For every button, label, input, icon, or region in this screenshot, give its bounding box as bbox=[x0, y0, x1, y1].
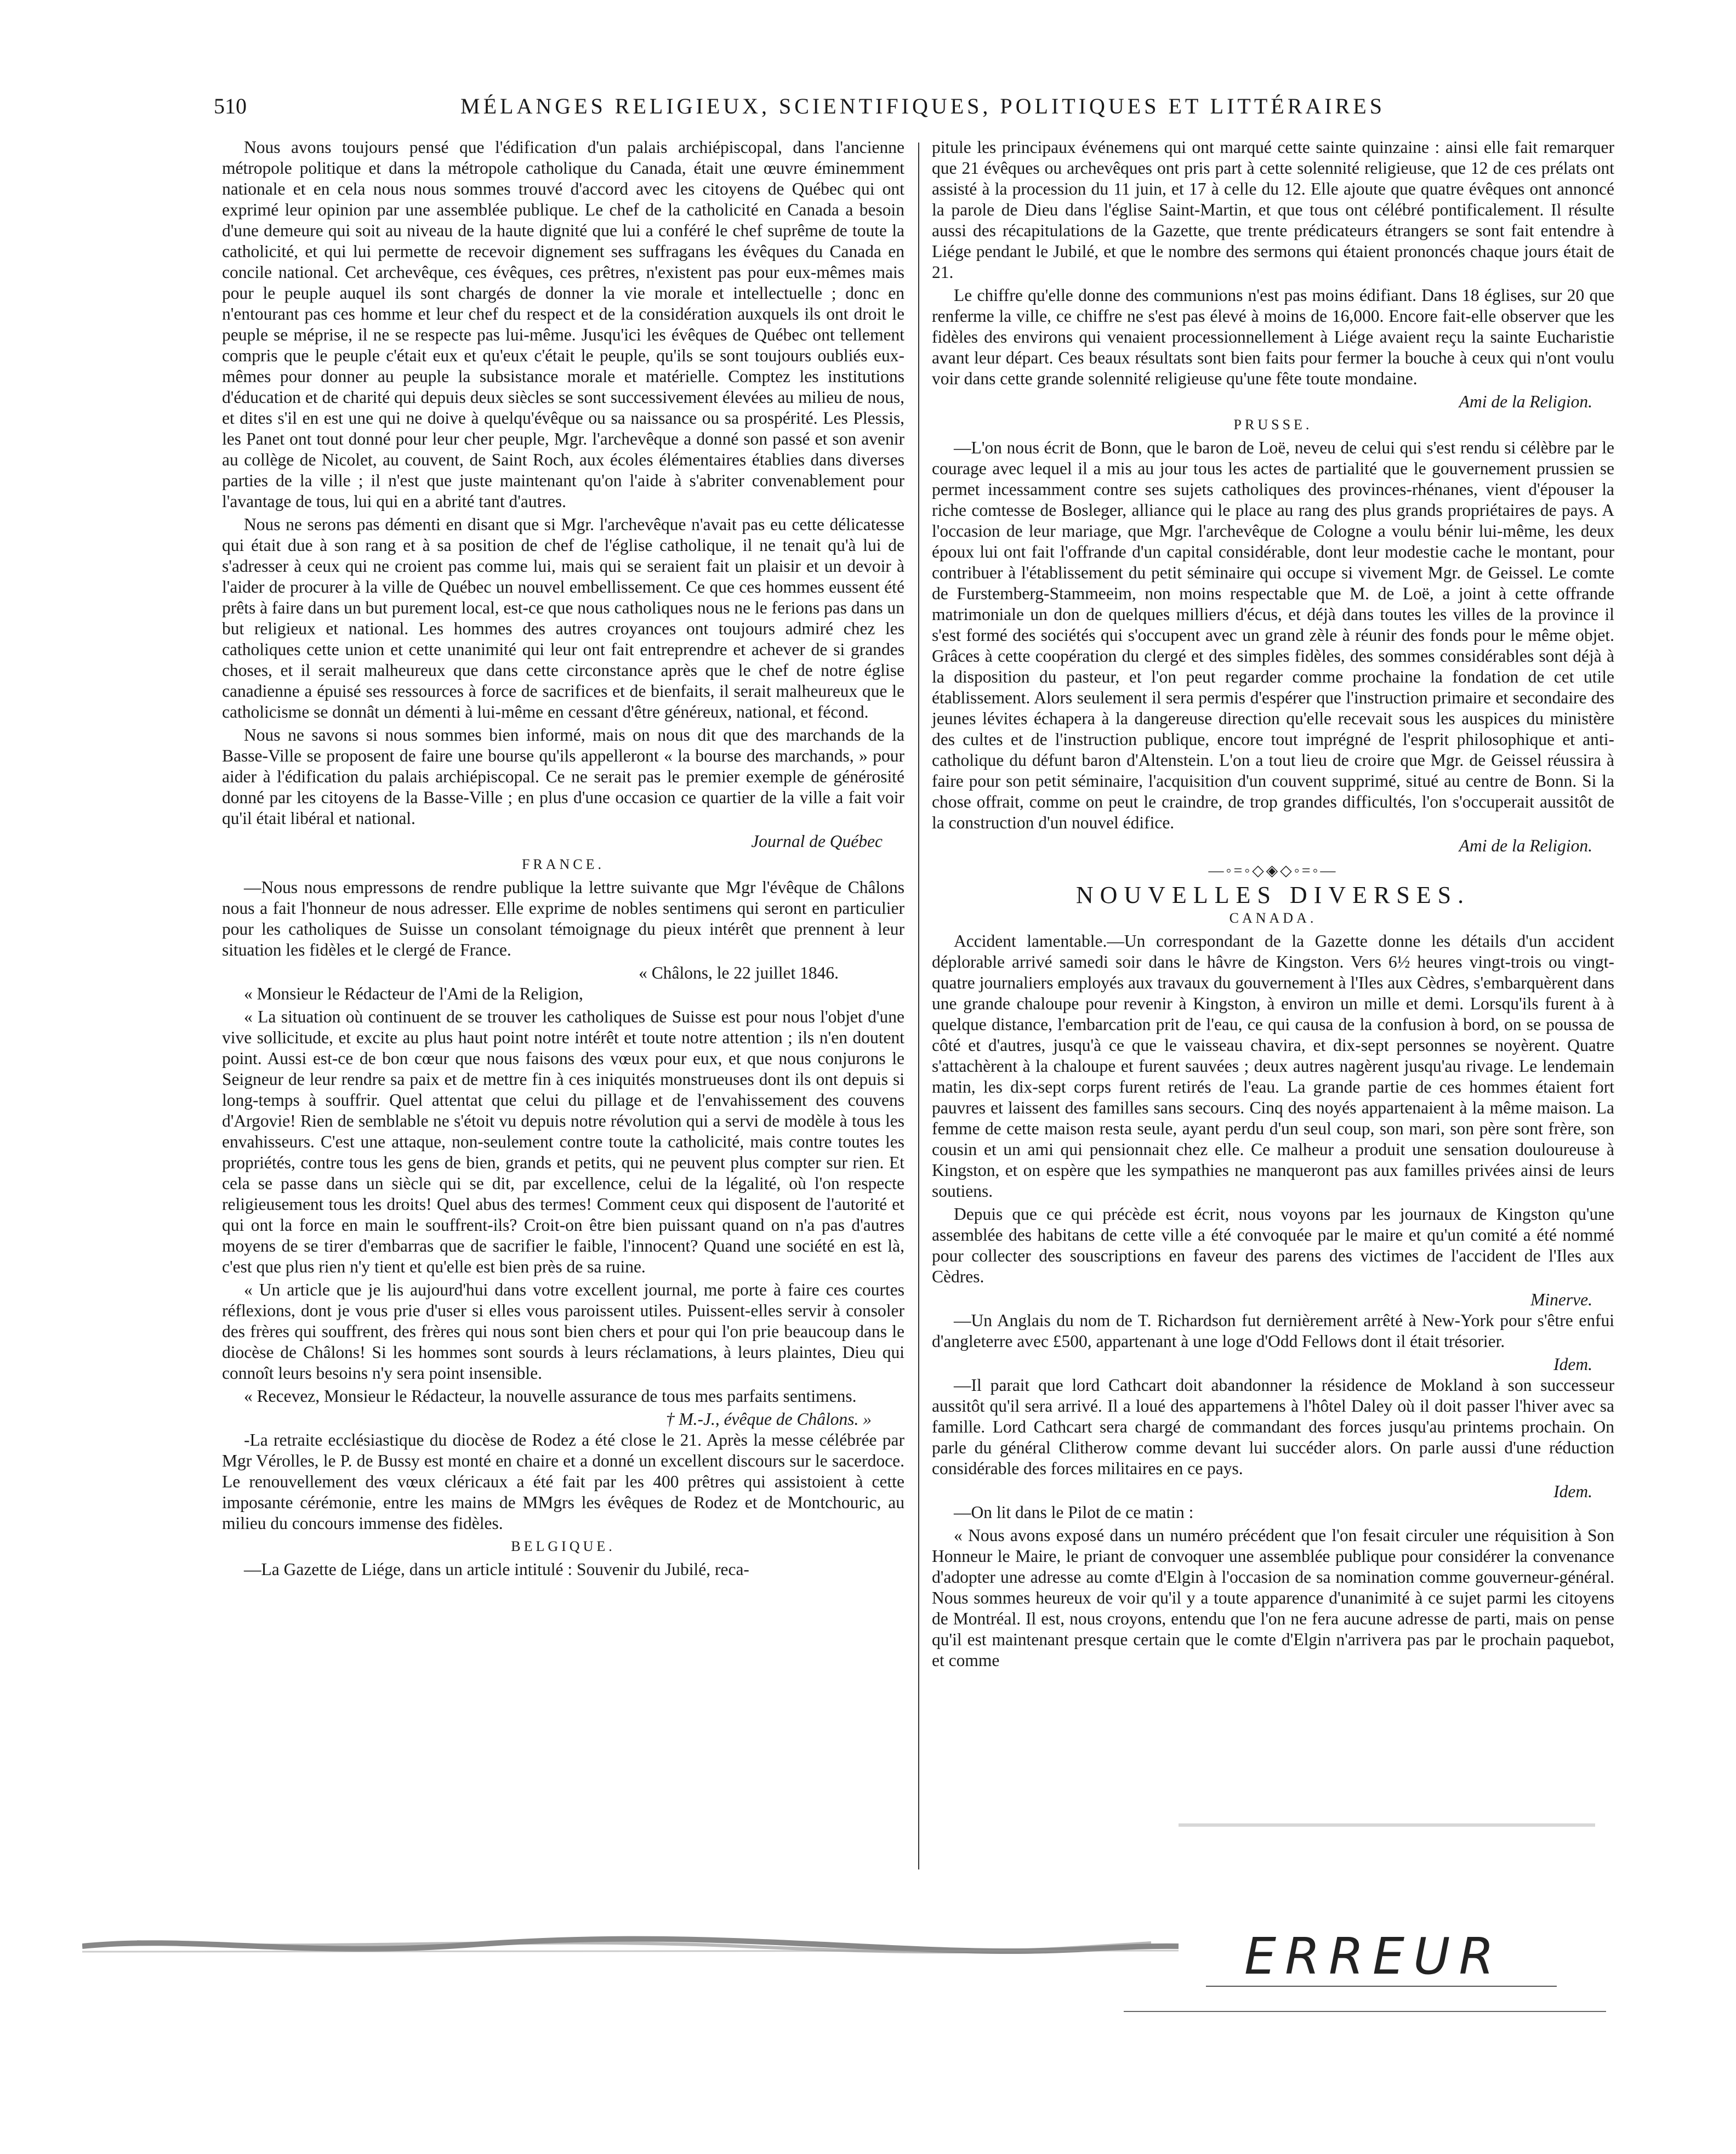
paragraph: « Recevez, Monsieur le Rédacteur, la nouvelle assurance de tous mes parfaits sentimens. bbox=[244, 1386, 857, 1406]
paragraph: « Nous avons exposé dans un numéro précédent que l'on fesait circuler une réquisition à Son Honneur le Maire, le priant de convoquer une assemblée publique pour considérer la convenance d'adopter une adresse au comte d'Elgin à l'occasion de sa nomination comme gouverneur-général. Nous sommes heureux de voir qu'il y a toute apparence d'unanimité à ce sujet parmi les citoyens de Montréal. Il est, nous croyons, entendu que l'on ne fera aucune adresse de parti, mais on pense qu'il est maintenant presque certain que le comte d'Elgin n'arrivera pas par le prochain paquebot, et comme bbox=[932, 1526, 1614, 1670]
page-number: 510 bbox=[214, 94, 247, 118]
paragraph: —On lit dans le Pilot de ce matin : bbox=[954, 1503, 1194, 1522]
paragraph: « La situation où continuent de se trouver les catholiques de Suisse est pour nous l'objet d'une vive sollicitude, et excite au plus haut point notre intérêt et toute notre attention ; ils n'en doutent point. Aussi est-ce de bon cœur que nous faisons des vœux pour eux, et que nous conjurons le Seigneur de leur rendre sa paix et de mettre fin à ces iniquités monstrueuses dont ils ont depuis si long-temps à souffrir. Quel attentat que celui du pillage et de l'envahissement des couvens d'Argovie! Rien de semblable ne s'étoit vu depuis notre révolution qui a servi de modèle à tous les envahisseurs. C'est une attaque, non-seulement contre toute la catholicité, mais contre toutes les propriétés, contre tous les gens de bien, grands et petits, qui ne peuvent plus compter sur rien. Et cela se passe dans un siècle qui se dit, par excellence, celui de la légalité, où l'on respecte religieusement tous les droits! Quel abus des termes! Comment ceux qui disposent de l'autorité et qui ont la force en main le souffrent-ils? Croit-on être bien puissant quand on n'a pas d'autres moyens de se tirer d'embarras que de sacrifier le faible, l'innocent? Quand une société en est là, c'est que plus rien n'y tient et qu'elle est bien près de sa ruine. bbox=[222, 1007, 904, 1276]
right-column bbox=[932, 137, 1614, 1673]
stamp-word: ERREUR bbox=[1244, 1927, 1503, 1986]
paragraph: « Un article que je lis aujourd'hui dans votre excellent journal, me porte à faire ces courtes réflexions, dont je vous prie d'user si elles vous paroissent utiles. Puissent-elles servir à consoler des frères qui souffrent, des frères qui nous sont bien chers et pour qui l'on prie beaucoup dans le diocèse de Châlons! Si les hommes sont sourds à leurs réclamations, à leurs plaintes, Dieu qui connoît leurs besoins n'y sera point insensible. bbox=[222, 1280, 904, 1383]
source-attribution: Journal de Québec bbox=[751, 832, 883, 851]
paragraph: —Nous nous empressons de rendre publique la lettre suivante que Mgr l'évêque de Châlons nous a fait l'honneur de nous adresser. Elle exprime de nobles sentimens qui seront en particulier pour les catholiques de Suisse un consolant témoignage du pieux intérêt que prennent à leur situation les fidèles et le clergé de France. bbox=[222, 878, 904, 959]
ornament-divider-icon: —◦=◦◇◈◇◦=◦— bbox=[1208, 862, 1338, 879]
paragraph: -La retraite ecclésiastique du diocèse de Rodez a été close le 21. Après la messe célébrée par Mgr Vérolles, le P. de Bussy est monté en chaire et a donné un excellent discours sur le sacerdoce. Le renouvellement des vœux cléricaux a été fait par les 400 prêtres qui assistoient à cette imposante cérémonie, entre les mains de MMgrs les évêques de Rodez et de Montchouric, au milieu du concours immense des fidèles. bbox=[222, 1430, 904, 1533]
paragraph: Nous ne serons pas démenti en disant que si Mgr. l'archevêque n'avait pas eu cette délicatesse qui était due à son rang et à sa position de chef de l'église catholique, il ne tenait qu'à lui de s'adresser à ceux qui ne croient pas comme lui, mais qui se seraient fait un plaisir et un devoir à l'aider de procurer à la ville de Québec un nouvel embellissement. Ce que ces hommes eussent été prêts à faire dans un but purement local, est-ce que nous catholiques nous ne le ferions pas dans un but religieux et national. Les hommes des autres croyances ont toujours admiré chez les catholiques cette union et cette unanimité qui leur ont fait entreprendre et achever de si grandes choses, et il serait malheureux que dans cette circonstance après que le chef de notre église canadienne a épuisé ses ressources à force de sacrifices et de bienfaits, il serait malheureux que le catholicisme se donnât un démenti à lui-même en cessant d'être généreux, national, et fécond. bbox=[222, 515, 904, 721]
source-attribution: Ami de la Religion. bbox=[1459, 836, 1592, 855]
source-attribution: Minerve. bbox=[1530, 1290, 1592, 1309]
column-divider bbox=[918, 143, 919, 1869]
stamp-underline bbox=[1206, 1986, 1557, 1987]
scan-smear-artifact bbox=[82, 1930, 1179, 1963]
scan-artifact-strip bbox=[1179, 1820, 1595, 1831]
letter-dateline: « Châlons, le 22 juillet 1846. bbox=[639, 963, 839, 982]
paragraph: Le chiffre qu'elle donne des communions n'est pas moins édifiant. Dans 18 églises, sur 20 que renferme la ville, ce chiffre ne s'est pas élevé à moins de 16,000. Encore fait-elle observer que les fidèles des environs qui venaient processionnellement à Liége avaient reçu la sainte Eucharistie avant leur départ. Ces beaux résultats sont bien faits pour fermer la bouche à ceux qui n'ont voulu voir dans cette grande solennité religieuse qu'une fête toute mondaine. bbox=[932, 286, 1614, 388]
paragraph: —La Gazette de Liége, dans un article intitulé : Souvenir du Jubilé, reca- bbox=[244, 1560, 749, 1579]
paragraph: Nous ne savons si nous sommes bien informé, mais on nous dit que des marchands de la Basse-Ville se proposent de faire une bourse qu'ils appelleront « la bourse des marchands, » pour aider à l'édification du palais archiépiscopal. Ce ne serait pas le premier exemple de générosité donné par les citoyens de la Basse-Ville ; en plus d'une occasion ce quartier de la ville a fait voir qu'il était libéral et national. bbox=[222, 725, 904, 828]
source-attribution: Idem. bbox=[1553, 1482, 1592, 1501]
section-title-belgique: BELGIQUE. bbox=[511, 1538, 616, 1554]
bottom-rule bbox=[1124, 2011, 1606, 2012]
section-title-canada: CANADA. bbox=[1229, 910, 1317, 926]
erreur-stamp bbox=[1206, 1919, 1557, 1996]
paragraph: pitule les principaux événemens qui ont marqué cette sainte quinzaine : ainsi elle fait remarquer que 21 évêques ou archevêques ont pris part à cette solennité religieuse, que 12 de ces prélats ont assisté à la procession du 11 juin, et 17 à celle du 12. Elle ajoute que quatre évêques ont annoncé la parole de Dieu dans l'église Saint-Martin, et que tous ont célébré pontificalement. Il résulte aussi des récapitulations de la Gazette, que trente prédicateurs étrangers se sont fait entendre à Liége pendant le Jubilé, et que le nombre des sermons qui étaient prononcés chaque jours était de 21. bbox=[932, 138, 1614, 282]
paragraph: —Un Anglais du nom de T. Richardson fut dernièrement arrêté à New-York pour s'être enfui d'angleterre avec £500, appartenant à une loge d'Odd Fellows dont il était trésorier. bbox=[932, 1311, 1614, 1351]
left-column bbox=[222, 137, 904, 1582]
paragraph: —Il parait que lord Cathcart doit abandonner la résidence de Mokland à son successeur aussitôt qu'il sera arrivé. Il a loué des appartemens à l'hôtel Daley où il doit passer l'hiver avec sa famille. Lord Cathcart sera chargé de commandant des forces jusqu'au printems prochain. On parle du général Clitherow comme devant lui succéder alors. On parle aussi d'une réduction considérable des forces militaires en ce pays. bbox=[932, 1376, 1614, 1478]
source-attribution: Ami de la Religion. bbox=[1459, 392, 1592, 411]
article-palais-archiepiscopal: Nous avons toujours pensé que l'édification d'un palais archiépiscopal, dans l'ancienne métropole politique et dans la métropole catholique du Canada, était une œuvre éminemment nationale et en cela nous nous sommes trouvé d'accord avec les citoyens de Québec qui ont exprimé leur opinion par une assemblée publique. Le chef de la catholicité en Canada a besoin d'une demeure qui soit au niveau de la haute dignité que lui a conféré le chef suprême de toute la catholicité, et qui lui permette de recevoir dignement ses suffragans les évêques du Canada en concile national. Cet archevêque, ces évêques, ces prêtres, n'existent pas pour eux-mêmes mais pour le peuple auquel ils sont chargés de donner la vie morale et intellectuelle ; donc en n'entourant pas ces homme et leur chef du respect et de la considération auxquels ils ont droit le peuple se méprise, il ne se respecte pas lui-même. Jusqu'ici les évêques de Québec ont tellement compris que le peuple c'était eux et qu'eux c'était le peuple, qu'ils se sont toujours oubliés eux-mêmes pour donner au peuple la subsistance morale et matérielle. Comptez les institutions d'éducation et de charité qui depuis deux siècles se sont successivement élevées au milieu de nous, et dites s'il en est une qui ne doive à quelqu'évêque ou sa naissance ou sa prospérité. Les Plessis, les Panet ont tout donné pour leur cher peuple, Mgr. l'archevêque a donné son passé et son avenir au collège de Nicolet, au couvent, de Saint Roch, aux écoles élémentaires établies dans diverses parties de la ville ; il n'est que juste maintenant qu'on l'aide à s'abriter convenablement pour l'avantage de tous, lui qui en a abrité tant d'autres. bbox=[222, 138, 904, 511]
paragraph: Depuis que ce qui précède est écrit, nous voyons par les journaux de Kingston qu'une assemblée des habitans de cette ville a été convoquée par le maire et qu'un comité a été nommé pour collecter des souscriptions en faveur des parens des victimes de l'accident de l'Iles aux Cèdres. bbox=[932, 1204, 1614, 1286]
source-attribution: Idem. bbox=[1553, 1355, 1592, 1374]
paragraph: —L'on nous écrit de Bonn, que le baron de Loë, neveu de celui qui s'est rendu si célèbre par le courage avec lequel il a mis au jour tous les actes de partialité que le gouvernement prussien se permet incessamment contre ses sujets catholiques des provinces-rhénanes, vient d'épouser la riche comtesse de Bosleger, alliance qui le place au rang des plus grands propriétaires de pays. A l'occasion de leur mariage, que Mgr. l'archevêque de Cologne a voulu bénir lui-même, les deux époux lui ont fait l'offrande d'un capital considérable, dont leur modestie cache le montant, pour contribuer à l'établissement du petit séminaire qui occupe si vivement Mgr. de Geissel. Le comte de Furstemberg-Stammeeim, non moins respectable que M. de Loë, a joint à cette offrande matrimoniale un don de quelques milliers d'écus, et déjà dans toutes les villes de la province il s'est formé des sociétés qui s'occupent avec un grand zèle à réunir des fonds pour le même objet. Grâces à cette coopération du clergé et des simples fidèles, des sommes considérables sont déjà à la disposition du pasteur, et l'on peut regarder comme prochaine la fondation de cet utile établissement. Alors seulement il sera permis d'espérer que l'instruction primaire et secondaire des jeunes lévites échapera à la dangereuse direction qu'elle recevait sous les auspices du ministère des cultes et de l'instruction publique, encore tout imprégné de l'esprit philosophique et anti-catholique du défunt baron d'Altenstein. L'on a tout lieu de croire que Mgr. de Geissel réussira à faire pour son petit séminaire, l'acquisition d'un couvent supprimé, situé au centre de Bonn. Si la chose offrait, comme on peut le craindre, de trop grandes difficultés, l'on s'occuperait aussitôt de la construction d'un nouvel édifice. bbox=[932, 438, 1614, 832]
page-header bbox=[214, 93, 1617, 126]
running-head: MÉLANGES RELIGIEUX, SCIENTIFIQUES, POLITIQUES ET LITTÉRAIRES bbox=[460, 94, 1385, 118]
section-title-nouvelles-diverses: NOUVELLES DIVERSES. bbox=[1075, 882, 1471, 908]
letter-signature: † M.-J., évêque de Châlons. » bbox=[665, 1410, 872, 1429]
section-title-prusse: PRUSSE. bbox=[1233, 417, 1313, 433]
section-title-france: FRANCE. bbox=[521, 856, 605, 872]
paragraph: Accident lamentable.—Un correspondant de la Gazette donne les détails d'un accident déplorable arrivé samedi soir dans le hâvre de Kingston. Vers 6½ heures vingt-trois ou vingt-quatre journaliers employés aux travaux du gouvernement à l'Iles aux Cèdres, s'embarquèrent dans une grande chaloupe pour revenir à Kingston, à environ un mille et demi. Lorsqu'ils furent à à quelque distance, l'embarcation prit de l'eau, ce qui causa de la confusion à bord, on se poussa de côté et d'autres, jusqu'à ce que le vaisseau chavira, et dix-sept personnes se noyèrent. Quatre s'attachèrent à la chaloupe et furent sauvées ; deux autres nagèrent jusqu'au rivage. Le lendemain matin, les dix-sept corps furent retirés de l'eau. La grande partie de ces hommes étaient fort pauvres et laissent des familles sans secours. Cinq des noyés appartenaient à la même maison. La femme de cette maison resta seule, ayant perdu d'un seul coup, son mari, son père sont frère, son cousin et un ami qui pensionnait chez elle. Ce malheur a produit une sensation douloureuse à Kingston, et on espère que les sympathies ne manqueront pas aux familles privées ainsi de leurs soutiens. bbox=[932, 931, 1614, 1201]
letter-salutation: « Monsieur le Rédacteur de l'Ami de la Religion, bbox=[244, 984, 583, 1003]
